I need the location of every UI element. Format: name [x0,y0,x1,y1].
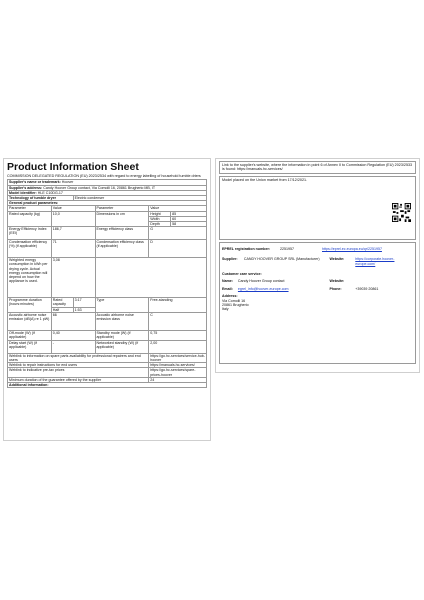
market-date: Model placed on the Union market from 17/12/2021. [222,177,308,182]
height-value: 85 [171,211,207,216]
address-line-1: Via Comolli 16 [222,298,246,303]
prices-link[interactable]: https://go.hc-services/spare-prices-hoover [149,368,207,377]
condensation-efficiency-value: 71 [51,240,95,258]
width-label: Width [149,216,171,221]
col-parameter: Parameter [8,206,52,211]
model-identifier: HLE C10DG-17 [37,190,63,195]
weighted-energy-value: 3,08 [51,258,95,298]
repair-link[interactable]: https://manuals.hc-services/ [149,363,207,368]
customer-care-label: Customer care service: [222,272,262,277]
eprel-link[interactable]: https://eprel.ec.europa.eu/qr/2251957 [322,246,382,251]
networked-standby-label: Networked standby (W) (if applicable) [95,340,149,353]
address-label: Address: [222,294,238,299]
qr-code-icon[interactable] [392,203,411,222]
eprel-label: EPREL registration number: [222,246,271,251]
info-table [7,179,207,388]
noise-class-label: Acoustic airborne noise emission class [95,312,149,330]
address-line-3: Italy [222,307,229,312]
phone-label: Phone: [329,286,342,291]
width-value: 60 [171,216,207,221]
energy-class-value: G [149,227,207,240]
col-parameter-2: Parameter [95,206,149,211]
technology-value: Electric condenser [73,196,206,201]
condensation-class-value: D [149,240,207,258]
delay-start-label: Delay start (W) (if applicable) [8,340,52,353]
duration-half-label: Half [51,307,73,312]
weighted-energy-label: Weighted energy consumption in kWh per drying cycle. Actual energy consumption will depend on how the appliance is used. [8,258,52,298]
depth-value: 58 [171,222,207,227]
off-mode-label: Off-mode (W) (if applicable) [8,330,52,340]
eprel-number: 2251957 [280,246,294,251]
prices-label: Weblink to indicative pre-tax prices [8,368,149,377]
rated-capacity-label: Rated capacity (kg) [8,211,52,227]
duration-rated-label: Rated capacity [51,298,73,307]
energy-class-label: Energy efficiency class [95,227,149,240]
model-label: Model identifier: [9,190,37,195]
noise-class-value: C [149,312,207,330]
empty-cell [95,258,206,298]
type-value: Free-standing [149,298,207,313]
programme-duration-label: Programme duration (hours:minutes) [8,298,52,313]
depth-label: Depth [149,222,171,227]
noise-label: Acoustic airborne noise emission (dB(A) re 1 pW) [8,312,52,330]
email-link[interactable]: egrel_info@hoover-europe.com [237,286,289,291]
website-link[interactable]: https://corporate.hoover-europe.com/ [355,257,395,266]
dimensions-label: Dimensions in cm [95,211,149,227]
product-information-sheet-page [3,158,211,441]
delay-start-value: - [51,340,95,353]
name-value: Candy Hoover Group contact [237,279,285,284]
market-box [219,176,416,240]
regulation-subtitle: COMMISSION DELEGATED REGULATION (EU) 2023/2534 with regard to energy labelling of household tumble driers [7,174,201,178]
additional-info-label: Additional information: [8,383,207,388]
guarantee-label: Minimum duration of the guarantee offered by the supplier [8,377,149,382]
website-2-label: Website: [329,279,345,284]
website-2-value [355,279,413,283]
networked-standby-value: 2,00 [149,340,207,353]
duration-half-value: 1:53 [73,307,95,312]
spare-parts-label: Weblink to information on spare parts availability for professional repairers and end users [8,353,149,362]
off-mode-value: 0,40 [51,330,95,340]
general-parameters-label: General product parameters: [8,201,207,206]
contact-box [219,242,416,364]
standby-label: Standby mode (W) (if applicable) [95,330,149,340]
height-label: Height [149,211,171,216]
phone-value: +39039 20861 [355,286,379,291]
supplier-value: CANDY HOOVER GROUP SRL (Manufacturer) [243,257,320,262]
col-value: Value [51,206,95,211]
eei-label: Energy Efficiency Index (EEI) [8,227,52,240]
standby-value: 0,75 [149,330,207,340]
condensation-class-label: Condensation efficiency class (if applicable) [95,240,149,258]
col-value-2: Value [149,206,207,211]
website-label: Website: [329,257,345,262]
name-label: Name: [222,279,233,284]
noise-value: 66 [51,312,95,330]
condensation-efficiency-label: Condensation efficiency (%) (if applicable) [8,240,52,258]
guarantee-value: 24 [149,377,207,382]
supplier-link-box: Link to the supplier's website, where the information in point 6 of Annex II to Commission Regulation (EU) 2023/2533 is found: https://manuals.hc-services/ [219,161,416,174]
supplier-address: Candy Hoover Group contact, Via Comolli 16, 20861 Brugherio MB, IT [43,185,156,190]
duration-rated-value: 3:17 [73,298,95,307]
type-label: Type [95,298,149,313]
supplier-label: Supplier: [222,257,238,262]
supplier-name: Hoover [61,180,74,185]
eei-value: 186,7 [51,227,95,240]
spare-parts-link[interactable]: https://go.hc-services/service-hub-hoover [150,353,205,363]
supplier-info-page [215,158,420,373]
rated-capacity-value: 10,0 [51,211,95,227]
technology-label: Technology of tumble dryer [8,196,74,201]
email-label: Email: [222,286,233,291]
supplier-name-label: Supplier's name or trademark: [9,180,61,185]
supplier-address-label: Supplier's address: [9,185,43,190]
address-line-2: 20861 Brugherio [222,303,249,308]
repair-label: Weblink to repair instructions for end users [8,363,149,368]
sheet-title: Product Information Sheet [7,161,139,173]
